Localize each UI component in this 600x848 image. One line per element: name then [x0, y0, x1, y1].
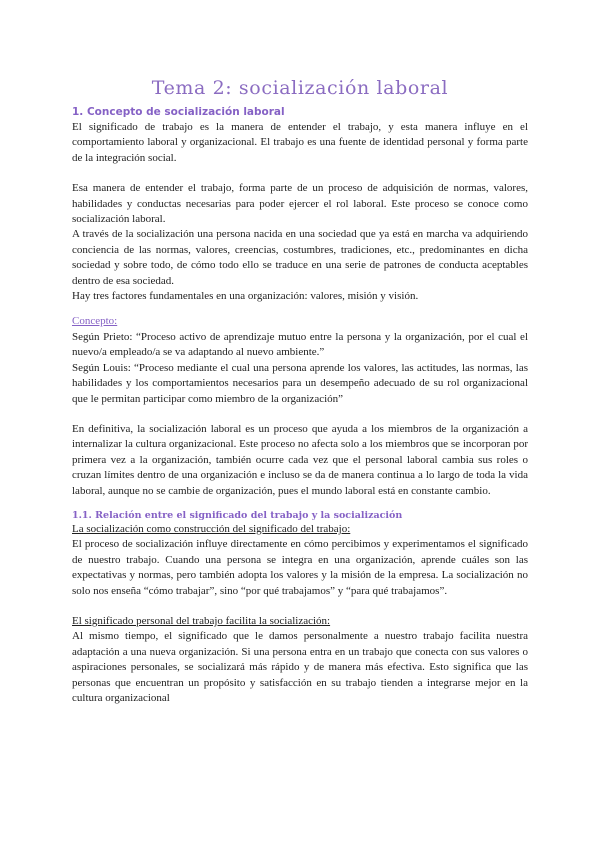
subheading-construccion: [72, 522, 528, 537]
document-title: Tema 2: socialización laboral: [151, 77, 449, 99]
paragraph-significado: El significado de trabajo es la manera de entender el trabajo, y esta manera influye en el comportamiento laboral y organizacional. El trabajo es una fuente de identidad personal y forma parte de la integración social.: [72, 121, 528, 164]
definition-louis: Según Louis: “Proceso mediante el cual una persona aprende los valores, las actitudes, las normas, las habilidades y los comportamientos necesarios para un desempeño adecuado de su rol organizacional que le permitan participar como miembro de la organización”: [72, 361, 528, 405]
paragraph-adquisicion: Esa manera de entender el trabajo, forma parte de un proceso de adquisición de normas, valores, habilidades y conductas necesarias para poder ejercer el rol laboral. Este proceso se conoce como socialización laboral.: [72, 182, 528, 226]
paragraph-a-traves: A través de la socialización una persona nacida en una sociedad que ya está en marcha va adquiriendo conciencia de las normas, valores, creencias, costumbres, tradiciones, etc., predominantes en dicha sociedad y sobre todo, de cómo todo ello se traduce en una serie de patrones de conducta aceptables dentro de esa sociedad.: [72, 228, 528, 287]
subsection-heading-relacion: 1.1. Relación entre el significado del trabajo y la socialización: [72, 509, 403, 521]
section-heading-concepto: 1. Concepto de socialización laboral: [72, 106, 285, 118]
subheading-significado-personal: [72, 614, 528, 629]
concepto-label: [72, 314, 528, 329]
definition-prieto: Según Prieto: “Proceso activo de aprendizaje mutuo entre la persona y la organización, por el cual el nuevo/a empleado/a se va adaptando al nuevo ambiente.”: [72, 330, 528, 359]
subheading-significado-personal-text: El significado personal del trabajo facilita la socialización:: [72, 614, 331, 627]
paragraph-proceso-socializacion: El proceso de socialización influye directamente en cómo percibimos y experimentamos el significado de nuestro trabajo. Cuando una persona se integra en una organización, aprende cuáles son las expectativas y normas, pero también adopta los valores y la misión de la empresa. La socialización no solo nos enseña “cómo trabajar”, sino “por qué trabajamos” y “para qué trabajamos”.: [72, 538, 528, 597]
subheading-construccion-text: La socialización como construcción del significado del trabajo:: [72, 522, 351, 535]
paragraph-al-mismo-tiempo: Al mismo tiempo, el significado que le damos personalmente a nuestro trabajo facilita nuestra adaptación a una nueva organización. Si una persona entra en un trabajo que conecta con sus valores o aspiraciones personales, se socializará más rápido y de manera más efectiva. Esto significa que las personas que encuentran un propósito y satisfacción en su trabajo tienden a integrarse mejor en la cultura organizacional: [72, 630, 528, 704]
concepto-label-text: Concepto:: [72, 315, 118, 328]
paragraph-factores: Hay tres factores fundamentales en una organización: valores, misión y visión.: [72, 290, 419, 303]
paragraph-en-definitiva: En definitiva, la socialización laboral es un proceso que ayuda a los miembros de la organización a internalizar la cultura organizacional. Este proceso no afecta solo a los miembros que se incorporan por primera vez a la organización, también ocurre cada vez que el personal laboral cambia sus roles o cruzan límites dentro de una organización e incluso se da de manera continua a lo largo de toda la vida laboral, aunque no se cambie de organización, pues el mundo laboral está en constante cambio.: [72, 422, 528, 497]
